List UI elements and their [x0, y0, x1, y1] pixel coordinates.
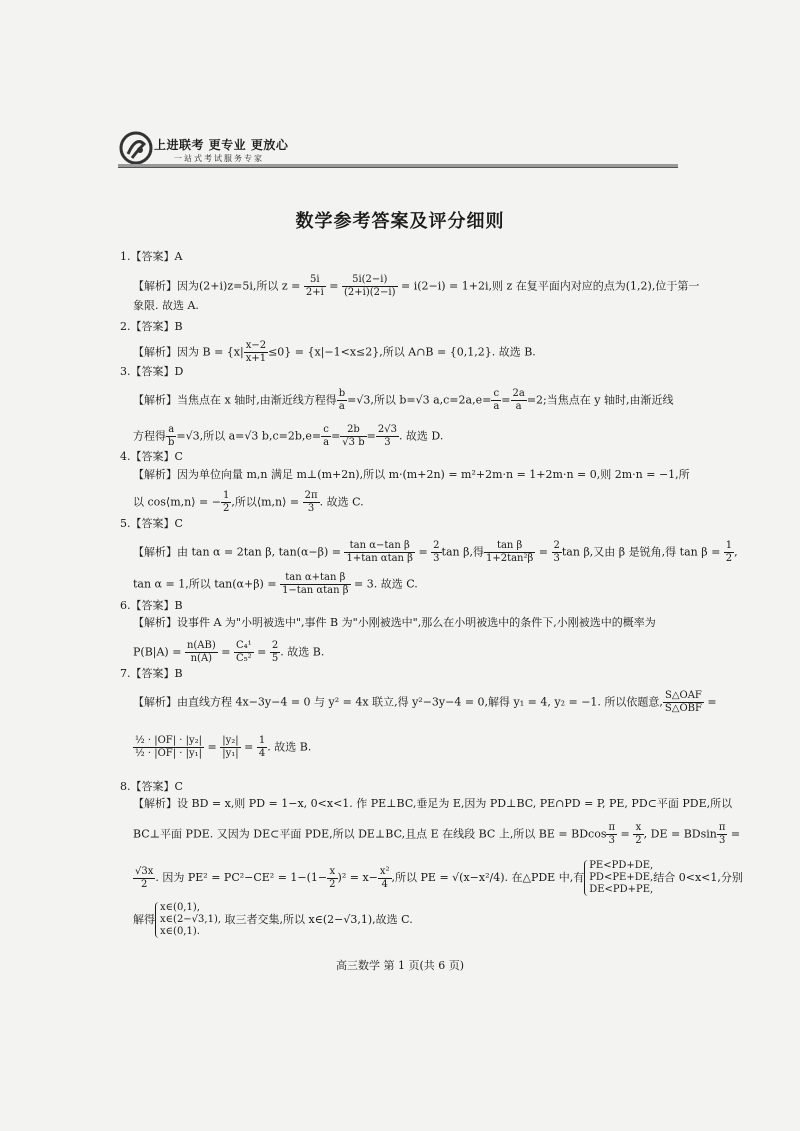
- fraction: $\frac{5i(2-i)}{(2+i)(2-i)}$: [344, 274, 396, 298]
- inequality-system: PE<PD+DE, PD<PE+DE, DE<PD+PE,: [584, 860, 653, 896]
- q1-explanation-cont: 象限. 故选 A.: [133, 299, 199, 312]
- brand-slogan: 上进联考 更专业 更放心: [154, 138, 289, 152]
- q5-explanation: 【解析】由 tan α = 2tan β, tan(α−β) = $\frac{\text{tan α−tan β}}{\text{1+tan αtan β}}$ = $\frac{2}{3}$ tan β,得 $\frac{\text{tan β}}{\text{1+2tan²β}}$ = $\frac{2}{3}$ tan β,又由 β 是锐角,得 tan β = $\frac{1}{2}$ ,: [133, 540, 738, 564]
- q7-explanation: 【解析】由直线方程 4x−3y−4 = 0 与 y² = 4x 联立,得 y²−3y−4 = 0,解得 y₁ = 4, y₂ = −1. 所以依题意, $\frac{\text{S△OAF}}{\text{S△OBF}}$ =: [133, 690, 717, 714]
- q8-explanation-cont1: BC⊥平面 PDE. 又因为 DE⊂平面 PDE,所以 DE⊥BC,且点 E 在线段 BC 上,所以 BE = BDcos $\frac{\pi}{3}$ = $\frac{x}{2}$ , DE = BDsin $\frac{\pi}{3}$ =: [133, 822, 741, 846]
- q3-explanation: 【解析】当焦点在 x 轴时,由渐近线方程得 $\frac{b}{a}$ =√3,所以 b=√3 a,c=2a,e= $\frac{c}{a}$ = $\frac{2a}{a}$ =2;当焦点在 y 轴时,由渐近线: [133, 388, 674, 412]
- q2-answer: 2.【答案】B: [120, 320, 183, 333]
- q8-explanation: 【解析】设 BD = x,则 PD = 1−x, 0<x<1. 作 PE⊥BC,垂足为 E,因为 PD⊥BC, PE∩PD = P, PE, PD⊂平面 PDE,所以: [133, 797, 733, 810]
- q8-explanation-cont2: $\frac{√3x}{2}$ . 因为 PE² = PC²−CE² = 1−(1− $\frac{x}{2}$ )² = x− $\frac{\text{x²}}{4}$ ,所以 PE = √(x−x²/4). 在△PDE 中,有 PE<PD+DE, PD<PE+DE, DE<PD+PE, 结合 0<x<1,分别: [135, 860, 743, 895]
- q6-explanation-cont: P(B|A) = $\frac{n(AB)}{n(A)}$ = $\frac{\text{C₄¹}}{\text{C₅²}}$ = $\frac{2}{5}$ . 故选 B.: [133, 640, 325, 664]
- q3-explanation-cont: 方程得 $\frac{a}{b}$ =√3,所以 a=√3 b,c=2b,e= $\frac{c}{a}$ = $\frac{2b}{√3 b}$ = $\frac{2√3}{3}$ . 故选 D.: [133, 424, 444, 448]
- fraction: $\frac{x-2}{x+1}$: [245, 340, 267, 364]
- q2-explanation: 【解析】因为 B = {x| $\frac{x-2}{x+1}$ ≤0} = {x|−1<x≤2},所以 A∩B = {0,1,2}. 故选 B.: [133, 340, 536, 364]
- q3-answer: 3.【答案】D: [120, 365, 184, 378]
- q6-answer: 6.【答案】B: [120, 599, 183, 612]
- q4-answer: 4.【答案】C: [120, 450, 183, 463]
- header-rule: [118, 164, 678, 168]
- fraction: $\frac{5i}{2+i}$: [305, 274, 324, 298]
- brand-logo-icon: [118, 130, 154, 166]
- q5-answer: 5.【答案】C: [120, 517, 183, 530]
- solution-system: x∈(0,1), x∈(2−√3,1), x∈(0,1).: [155, 902, 221, 938]
- q1-explanation: 【解析】因为(2+i)z=5i,所以 z = $\frac{5i}{2+i}$ = $\frac{5i(2-i)}{(2+i)(2-i)}$ = i(2−i) = 1+2i,则 z 在复平面内对应的点为(1,2),位于第一: [133, 274, 700, 298]
- q6-explanation: 【解析】设事件 A 为"小明被选中",事件 B 为"小刚被选中",那么在小明被选中的条件下,小刚被选中的概率为: [133, 616, 656, 629]
- page-title: 数学参考答案及评分细则: [295, 211, 505, 232]
- q4-explanation-cont: 以 cos⟨m,n⟩ = − $\frac{1}{2}$ ,所以⟨m,n⟩ = $\frac{2\pi}{3}$ . 故选 C.: [133, 490, 364, 514]
- page-footer: 高三数学 第 1 页(共 6 页): [335, 959, 465, 972]
- q4-explanation: 【解析】因为单位向量 m,n 满足 m⊥(m+2n),所以 m·(m+2n) = m²+2m·n = 1+2m·n = 0,则 2m·n = −1,所: [133, 468, 690, 481]
- q7-answer: 7.【答案】B: [120, 667, 183, 680]
- q8-explanation-cont3: 解得 x∈(0,1), x∈(2−√3,1), x∈(0,1). 取三者交集,所以 x∈(2−√3,1),故选 C.: [133, 902, 413, 937]
- brand-subtitle: 一站式考试服务专家: [174, 154, 264, 163]
- q5-explanation-cont: tan α = 1,所以 tan(α+β) = $\frac{\text{tan α+tan β}}{\text{1−tan αtan β}}$ = 3. 故选 C.: [133, 572, 418, 596]
- q1-answer: 1.【答案】A: [120, 250, 183, 263]
- q7-explanation-cont: $\frac{\text{½ · |OF| · |y₂|}}{\text{½ · |OF| · |y₁|}}$ = $\frac{\text{|y₂|}}{\text{|y₁|}}$ = $\frac{1}{4}$ . 故选 B.: [135, 735, 312, 759]
- q8-answer: 8.【答案】C: [120, 780, 183, 793]
- page-header: [118, 128, 678, 170]
